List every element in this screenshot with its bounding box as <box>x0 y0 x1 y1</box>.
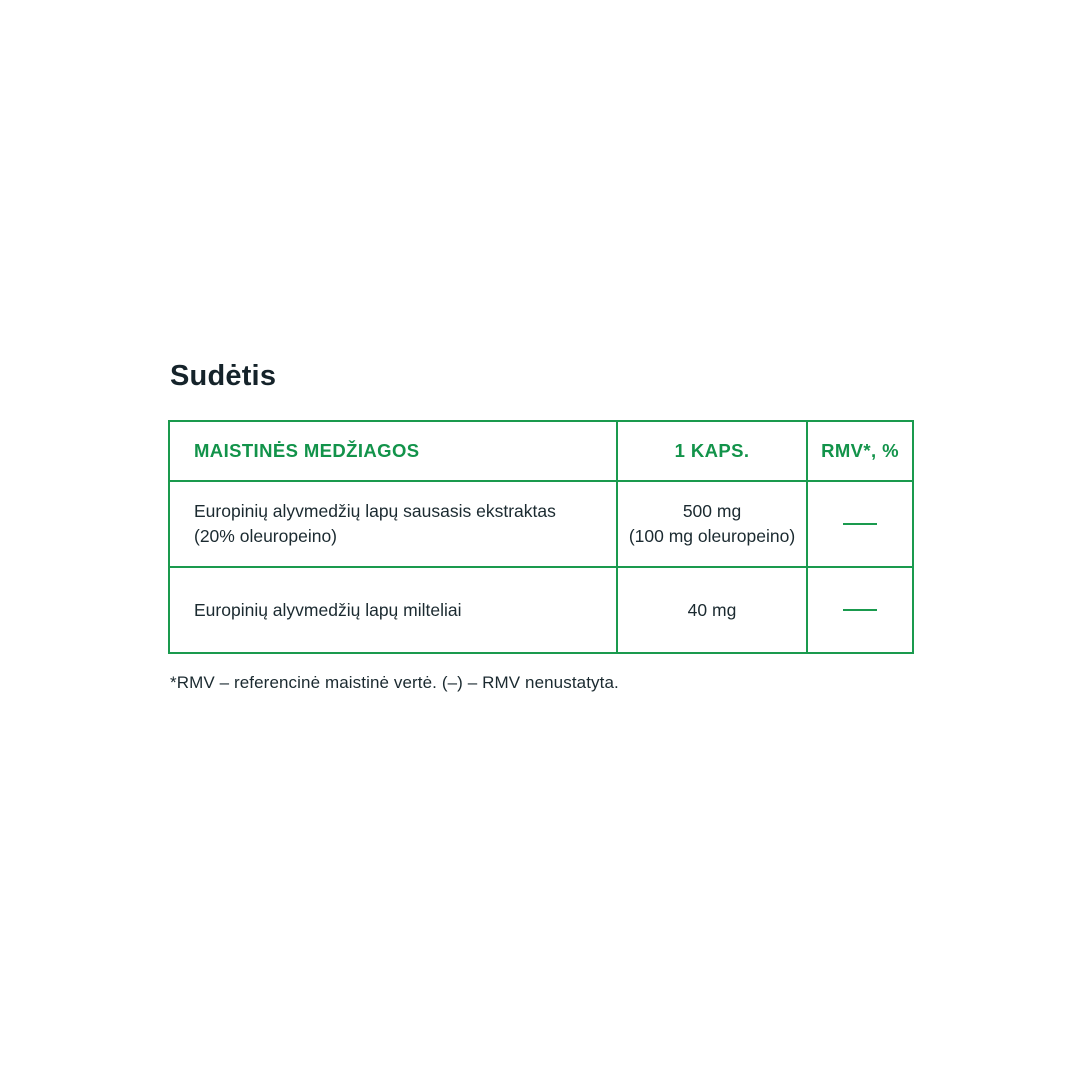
ingredients-section <box>168 360 912 693</box>
cell-dose <box>617 481 807 567</box>
table-header <box>169 421 913 481</box>
dash-icon <box>843 609 877 611</box>
table-row <box>169 481 913 567</box>
dose-primary: 500 mg <box>682 501 742 522</box>
cell-dose <box>617 567 807 653</box>
column-header-rmv: RMV*, % <box>807 421 913 481</box>
dash-icon <box>843 523 877 525</box>
column-header-dose: 1 KAPS. <box>617 421 807 481</box>
cell-rmv <box>807 481 913 567</box>
dose-primary: 40 mg <box>687 599 737 620</box>
table-body <box>169 481 913 653</box>
cell-rmv <box>807 567 913 653</box>
page-title: Sudėtis <box>170 360 277 392</box>
table-row <box>169 567 913 653</box>
dose-secondary: (100 mg oleuropeino) <box>628 526 796 546</box>
nutrition-table <box>168 420 914 654</box>
cell-nutrient-name: Europinių alyvmedžių lapų milteliai <box>169 567 617 653</box>
cell-nutrient-name: Europinių alyvmedžių lapų sausasis ekstraktas (20% oleuropeino) <box>169 481 617 567</box>
table-header-row <box>169 421 913 481</box>
table-footnote: *RMV – referencinė maistinė vertė. (–) – RMV nenustatyta. <box>170 673 619 692</box>
column-header-nutrients: MAISTINĖS MEDŽIAGOS <box>169 421 617 481</box>
